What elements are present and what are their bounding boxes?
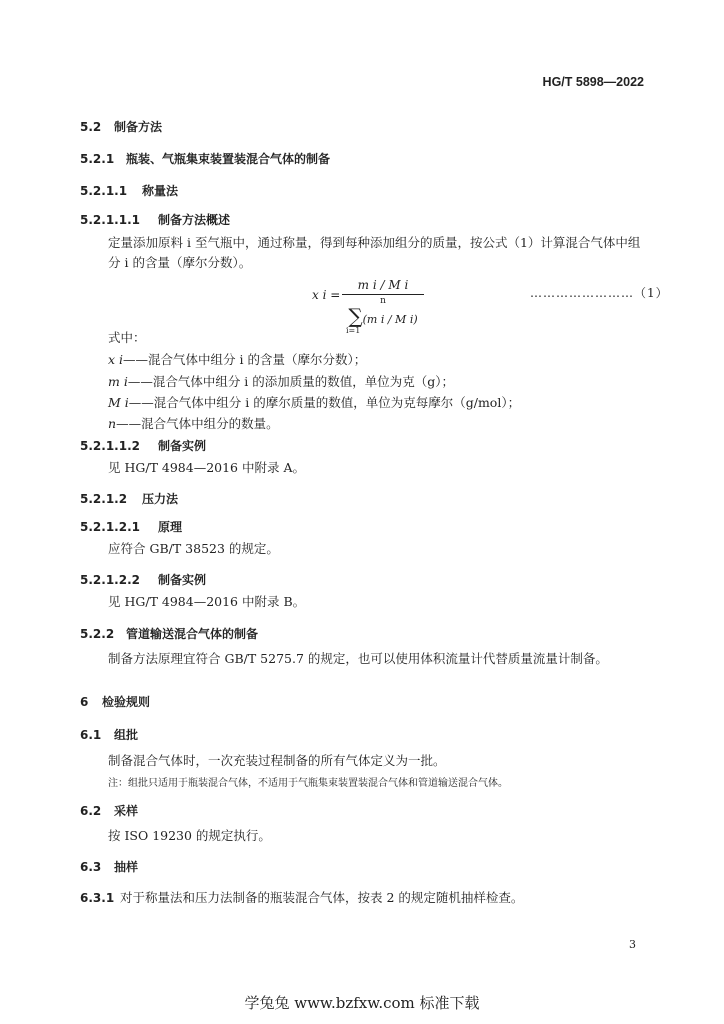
where-label: 式中： <box>108 330 146 345</box>
section-6-3-1 <box>80 888 523 906</box>
variable-symbol: m i <box>108 374 128 389</box>
document-code: HG/T 5898—2022 <box>542 75 644 89</box>
sum-lower-limit: i=1 <box>346 326 361 335</box>
fraction-bar <box>342 294 424 295</box>
footer-watermark: 学兔兔 www.bzfxw.com 标准下载 <box>244 994 480 1012</box>
section-number: 5.2.1.2 <box>80 492 128 506</box>
section-number: 5.2 <box>80 120 102 134</box>
formula-lhs: x i = <box>312 288 341 302</box>
variable-symbol: n <box>108 416 117 431</box>
paragraph: 见 HG/T 4984—2016 中附录 A。 <box>108 460 305 475</box>
equation-number: ……………………（1） <box>530 286 669 300</box>
denominator-text: (m i / M i) <box>362 313 418 326</box>
section-5-2-1-2-1-heading <box>80 518 182 535</box>
variable-description: ——混合气体中组分的数量。 <box>116 416 279 431</box>
section-title: 采样 <box>114 804 139 818</box>
section-title: 原理 <box>158 520 183 534</box>
section-text: 对于称量法和压力法制备的瓶装混合气体，按表 2 的规定随机抽样检查。 <box>120 890 524 905</box>
section-6-3-heading <box>80 858 138 875</box>
formula-fraction <box>342 278 424 335</box>
formula-numerator: m i / M i <box>357 278 409 292</box>
section-5-2-2-heading <box>80 625 258 642</box>
variable-symbol: M i <box>108 395 129 410</box>
variable-definition <box>108 393 520 411</box>
section-title: 管道输送混合气体的制备 <box>126 627 259 641</box>
section-title: 制备实例 <box>158 439 207 453</box>
sum-upper-limit: n <box>380 296 386 306</box>
section-title: 组批 <box>114 728 139 742</box>
section-number: 5.2.1.1.2 <box>80 439 140 453</box>
variable-definition <box>108 414 279 432</box>
section-5-2-1-1-heading <box>80 182 178 199</box>
paragraph: 制备方法原理宜符合 GB/T 5275.7 的规定，也可以使用体积流量计代替质量流量计制备。 <box>108 651 608 666</box>
formula-denominator <box>342 306 424 326</box>
section-5-2-1-2-heading <box>80 490 178 507</box>
section-6-1-heading <box>80 726 138 743</box>
section-number: 6.3 <box>80 860 102 874</box>
variable-symbol: x i <box>108 352 124 367</box>
section-title: 压力法 <box>142 492 179 506</box>
section-5-2-1-heading <box>80 150 330 167</box>
section-title: 瓶装、气瓶集束装置装混合气体的制备 <box>126 152 331 166</box>
section-number: 5.2.1.1.1 <box>80 213 140 227</box>
intro-paragraph: 定量添加原料 i 至气瓶中，通过称量，得到每种添加组分的质量，按公式（1）计算混合气体中组分 i 的含量（摩尔分数）。 <box>108 235 641 270</box>
section-title: 制备方法 <box>114 120 163 134</box>
section-number: 5.2.1.2.1 <box>80 520 140 534</box>
variable-description: ——混合气体中组分 i 的摩尔质量的数值，单位为克每摩尔（g/mol）； <box>128 395 521 410</box>
section-number: 6.1 <box>80 728 102 742</box>
section-5-2-1-1-1-heading <box>80 211 230 228</box>
section-title: 检验规则 <box>102 695 151 709</box>
section-6-heading <box>80 693 150 710</box>
section-5-2-1-1-2-heading <box>80 437 206 454</box>
paragraph: 制备混合气体时，一次充装过程制备的所有气体定义为一批。 <box>108 753 446 768</box>
section-title: 制备方法概述 <box>158 213 231 227</box>
paragraph: 应符合 GB/T 38523 的规定。 <box>108 541 279 556</box>
section-number: 5.2.1 <box>80 152 115 166</box>
section-5-2-1-2-2-heading <box>80 571 206 588</box>
section-number: 6 <box>80 695 89 709</box>
section-number: 5.2.1.1 <box>80 184 128 198</box>
note: 注：组批只适用于瓶装混合气体，不适用于气瓶集束装置装混合气体和管道输送混合气体。 <box>108 778 508 789</box>
sigma-symbol: ∑ <box>348 304 363 328</box>
paragraph: 按 ISO 19230 的规定执行。 <box>108 828 271 843</box>
section-number: 6.3.1 <box>80 891 115 905</box>
section-title: 抽样 <box>114 860 139 874</box>
section-number: 5.2.2 <box>80 627 115 641</box>
section-6-2-heading <box>80 802 138 819</box>
section-title: 称量法 <box>142 184 179 198</box>
section-number: 5.2.1.2.2 <box>80 573 140 587</box>
page-number: 3 <box>629 938 636 951</box>
section-number: 6.2 <box>80 804 102 818</box>
variable-description: ——混合气体中组分 i 的添加质量的数值，单位为克（g）； <box>127 374 455 389</box>
variable-definition <box>108 372 454 390</box>
variable-definition <box>108 350 366 368</box>
paragraph: 见 HG/T 4984—2016 中附录 B。 <box>108 594 306 609</box>
section-title: 制备实例 <box>158 573 207 587</box>
section-5-2-heading <box>80 118 162 135</box>
variable-description: ——混合气体中组分 i 的含量（摩尔分数）； <box>123 352 367 367</box>
